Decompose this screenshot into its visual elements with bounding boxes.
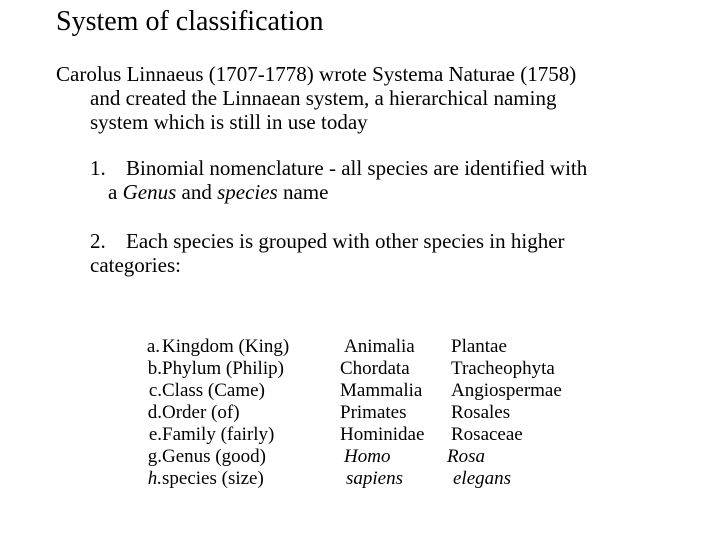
point-line — [90, 180, 587, 204]
rank-name: Genus (good) — [162, 446, 266, 467]
point-text: Binomial nomenclature - all species are identified with — [126, 156, 588, 180]
point-line — [90, 229, 565, 253]
plant-example: Plantae — [451, 336, 507, 357]
rank-letter: c. — [148, 380, 162, 401]
plant-example: Angiospermae — [451, 380, 562, 401]
rank-letter: e. — [148, 424, 162, 445]
point-line: categories: — [90, 253, 181, 277]
rank-letter: a. — [146, 336, 160, 357]
intro-line: and created the Linnaean system, a hierarchical naming — [90, 86, 557, 110]
genus-word: Genus — [122, 180, 177, 204]
rank-name: Kingdom (King) — [162, 336, 290, 357]
rank-letter: g. — [147, 446, 162, 467]
plant-example: Rosaceae — [451, 424, 523, 445]
point-number: 1. — [90, 156, 106, 180]
plant-example: elegans — [453, 468, 512, 489]
rank-letter: h. — [147, 468, 162, 489]
point-binomial-nomenclature — [90, 156, 587, 204]
plant-example: Rosales — [451, 402, 511, 423]
animal-example: Homo — [344, 446, 391, 467]
point-number: 2. — [90, 229, 106, 253]
rank-letter: d. — [147, 402, 162, 423]
animal-example: Primates — [340, 402, 407, 423]
intro-paragraph — [56, 62, 576, 134]
rank-name: Family (fairly) — [162, 424, 275, 445]
species-word: species — [217, 180, 278, 204]
rank-name: Class (Came) — [162, 380, 265, 401]
point-higher-categories — [90, 229, 565, 277]
plant-example: Tracheophyta — [451, 358, 555, 379]
plant-example: Rosa — [447, 446, 485, 467]
page-title: System of classification — [56, 6, 324, 37]
point-line — [90, 156, 587, 180]
and-word: and — [181, 180, 212, 204]
rank-name: Order (of) — [162, 402, 240, 423]
intro-line: system which is still in use today — [90, 110, 368, 134]
name-word: name — [282, 180, 329, 204]
rank-name: species (size) — [162, 468, 264, 489]
animal-example: sapiens — [346, 468, 403, 489]
rank-letter: b. — [147, 358, 162, 379]
point-text: Each species is grouped with other species in higher — [126, 229, 565, 253]
animal-example: Animalia — [344, 336, 415, 357]
cont-prefix: a — [108, 180, 118, 204]
animal-example: Chordata — [340, 358, 410, 379]
animal-example: Hominidae — [340, 424, 425, 445]
rank-name: Phylum (Philip) — [162, 358, 284, 379]
animal-example: Mammalia — [340, 380, 423, 401]
intro-line: Carolus Linnaeus (1707-1778) wrote Systema Naturae (1758) — [56, 62, 577, 86]
